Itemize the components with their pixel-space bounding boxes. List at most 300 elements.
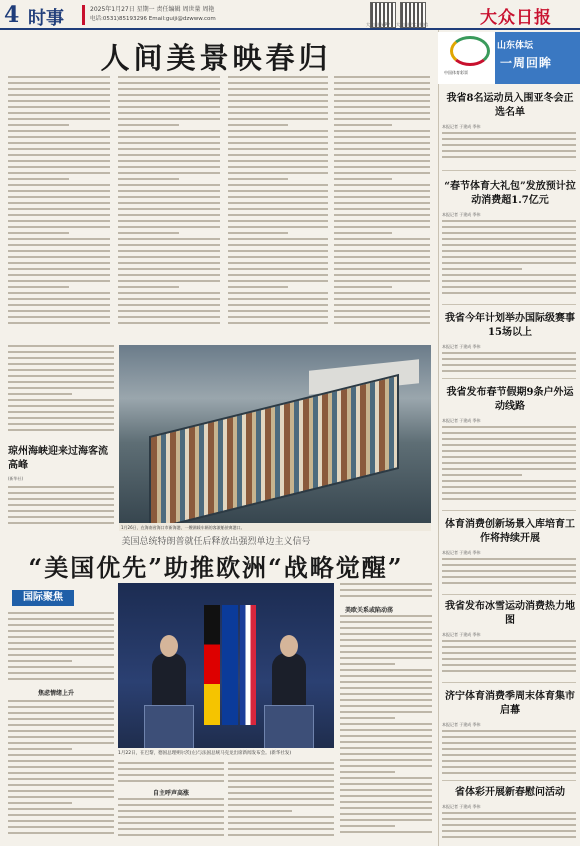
press-conference-photo [118,583,334,748]
side-story [8,445,116,482]
text-line [442,432,576,434]
text-line [8,244,110,246]
text-line [228,100,328,102]
text-line [442,652,576,654]
text-line [8,660,72,662]
text-line [334,298,430,300]
text-line [118,268,220,270]
text-line [8,214,110,216]
text-line [334,82,430,84]
sidebar-meta-6: 本报记者 于建成 季伟 [442,632,481,637]
side-story-body [8,486,114,530]
text-line [8,642,114,644]
sidebar-headline-8[interactable]: 省体彩开展新春慰问活动 [455,787,565,798]
text-line [334,244,430,246]
text-line [228,268,328,270]
section-title: 时事 [28,8,64,29]
text-line [340,747,432,749]
text-line [8,618,114,620]
text-line [228,202,328,204]
text-line [442,754,576,756]
text-line [340,735,432,737]
text-line [118,196,220,198]
text-line [228,172,328,174]
text-line [334,238,430,240]
trump-body-col-1 [8,612,114,686]
text-line [228,220,328,222]
text-line [8,375,114,377]
article-body-col-2 [118,76,220,332]
text-line [340,705,432,707]
text-line [118,816,224,818]
banner-title: 山东体坛 [497,41,534,51]
text-line [118,214,220,216]
text-line [340,669,432,671]
german-flag [204,605,220,725]
sidebar-divider [442,594,576,595]
text-line [334,262,430,264]
text-line [8,316,110,318]
text-line [334,196,430,198]
text-line [228,178,288,180]
text-line [8,94,110,96]
text-line [340,595,432,597]
international-focus-badge: 国际聚焦 [12,590,74,606]
text-line [228,804,334,806]
text-line [442,286,576,288]
text-line [442,358,576,360]
text-line [8,712,114,714]
sidebar-divider [442,780,576,781]
sidebar-body-5 [442,558,576,592]
text-line [8,672,114,674]
sidebar-headline-5[interactable]: 体育消费创新场景入库培育工作将持续开展 [445,519,575,544]
text-line [442,226,576,228]
text-line [8,826,114,828]
text-line [8,808,114,810]
text-line [340,765,432,767]
text-line [442,450,576,452]
article-body-col-5 [8,345,114,440]
text-line [442,824,576,826]
text-line [8,160,110,162]
article-body-col-3 [228,76,328,332]
text-line [8,498,114,500]
text-line [8,760,114,762]
subhead-autonomy: 自主呼声高涨 [153,790,190,797]
sidebar-divider [442,510,576,511]
text-line [118,280,220,282]
text-line [442,438,576,440]
text-line [8,369,114,371]
text-line [442,664,576,666]
text-line [442,812,576,814]
text-line [228,256,328,258]
text-line [8,166,110,168]
text-line [118,262,220,264]
text-line [340,771,395,773]
text-line [442,352,576,354]
text-line [8,298,110,300]
masthead [0,0,580,30]
text-line [442,274,576,276]
text-line [8,820,114,822]
trump-body-col-4b [340,615,432,840]
text-line [118,322,220,324]
text-line [8,612,114,614]
side-story-credit: (新华社) [8,476,24,481]
text-line [442,830,576,832]
text-line [442,144,576,146]
text-line [228,828,334,830]
trump-body-col-4 [340,583,432,601]
ferry-photo-caption: 1月26日，在海南省海口市新海港，一艘满载车辆的客滚船驶离港口。 [119,523,431,531]
text-line [8,292,110,294]
text-line [8,630,114,632]
text-line [8,172,110,174]
text-line [340,651,432,653]
text-line [8,238,110,240]
text-line [8,772,114,774]
text-line [8,393,72,395]
text-line [442,256,576,258]
text-line [442,220,576,222]
car-ferry [149,374,399,523]
text-line [340,657,432,659]
text-line [442,238,576,240]
text-line [442,364,576,366]
sidebar-meta-3: 本报记者 于建成 季伟 [442,344,481,349]
article-deck: 美国总统特朗普就任后释放出强烈单边主义信号 [121,537,311,547]
text-line [118,166,220,168]
text-line [118,810,224,812]
text-line [8,405,114,407]
text-line [8,130,110,132]
text-line [442,576,576,578]
text-line [442,370,576,372]
text-line [228,118,328,120]
text-line [8,754,114,756]
text-line [228,208,328,210]
text-line [8,486,114,488]
text-line [8,666,114,668]
text-line [8,76,110,78]
text-line [334,160,430,162]
text-line [228,310,328,312]
text-line [118,130,220,132]
text-line [334,274,430,276]
text-line [228,780,334,782]
text-line [340,633,432,635]
text-line [334,202,430,204]
text-line [8,423,114,425]
sidebar-headline-2[interactable]: “春节体育大礼包”发放预计拉动消费超1.7亿元 [444,181,576,206]
text-line [8,142,110,144]
text-line [442,474,522,476]
text-line [8,730,114,732]
text-line [118,316,220,318]
text-line [340,717,395,719]
text-line [334,148,430,150]
text-line [442,462,576,464]
text-line [228,250,328,252]
text-line [442,156,576,158]
text-line [228,274,328,276]
text-line [442,468,576,470]
text-line [334,136,430,138]
article-headline: “美国优先”助推欧洲“战略觉醒” [28,553,404,582]
text-line [228,196,328,198]
text-line [8,286,69,288]
text-line [340,681,432,683]
text-line [118,774,224,776]
text-line [334,232,392,234]
text-line [8,648,114,650]
text-line [228,768,334,770]
speaker-right-head [280,635,298,657]
text-line [340,783,432,785]
text-line [334,106,430,108]
eu-flag [222,605,238,725]
trump-body-col-2 [118,762,224,786]
text-line [118,94,220,96]
text-line [442,444,576,446]
text-line [8,280,110,282]
text-line [8,510,114,512]
text-line [118,178,179,180]
text-line [442,766,576,768]
text-line [442,564,576,566]
text-line [334,316,430,318]
text-line [8,814,114,816]
main-headline: 人间美景映春归 [100,41,332,75]
text-line [334,304,430,306]
text-line [8,381,114,383]
text-line [118,238,220,240]
text-line [118,76,220,78]
text-line [228,226,328,228]
sidebar-headline-3[interactable]: 我省今年计划举办国际级赛事15场以上 [445,313,575,338]
press-photo-caption: 1月22日，在巴黎，德国总理朔尔茨(左)与法国总统马克龙出席新闻发布会。(新华社发) [118,751,292,756]
text-line [340,801,432,803]
text-line [228,262,328,264]
text-line [118,82,220,84]
text-line [8,190,110,192]
text-line [228,316,328,318]
text-line [442,730,576,732]
text-line [118,304,220,306]
text-line [442,138,576,140]
text-line [8,504,114,506]
date-line: 2025年1月27日 星期一 责任编辑 周世量 周艳 [90,6,215,13]
text-line [8,790,114,792]
text-line [334,124,392,126]
sidebar-headline-6[interactable]: 我省发布冰雪运动消费热力地图 [445,601,575,626]
text-line [442,232,576,234]
text-line [340,645,432,647]
text-line [8,778,114,780]
text-line [8,262,110,264]
text-line [334,226,430,228]
text-line [8,748,72,750]
text-line [442,646,576,648]
text-line [228,214,328,216]
text-line [228,166,328,168]
text-line [118,232,179,234]
article-body-col-1 [8,76,110,332]
text-line [334,292,430,294]
text-line [442,292,576,294]
text-line [8,148,110,150]
text-line [442,570,576,572]
text-line [8,202,110,204]
text-line [228,762,334,764]
text-line [8,706,114,708]
text-line [442,670,576,672]
text-line [8,226,110,228]
text-line [118,226,220,228]
text-line [334,142,430,144]
text-line [8,256,110,258]
banner-subtitle: 一周回眸 [500,56,553,70]
sidebar-headline-1[interactable]: 我省8名运动员入围亚冬会正选名单 [446,93,574,118]
text-line [118,798,224,800]
sidebar-meta-7: 本报记者 于建成 季伟 [442,722,481,727]
text-line [340,639,432,641]
text-line [118,118,220,120]
text-line [228,112,328,114]
text-line [340,589,432,591]
text-line [340,583,432,585]
text-line [118,112,220,114]
sidebar-meta-1: 本报记者 于建成 季伟 [442,124,481,129]
text-line [8,322,110,324]
text-line [228,154,328,156]
text-line [8,154,110,156]
text-line [340,807,432,809]
text-line [442,280,576,282]
side-story-title: 琼州海峡迎来过海客流高峰 [8,446,108,471]
text-line [340,825,395,827]
text-line [340,777,432,779]
text-line [8,82,110,84]
text-line [8,310,110,312]
sidebar-body-8 [442,812,576,842]
text-line [340,831,432,833]
text-line [8,522,114,524]
text-line [340,711,432,713]
text-line [8,100,110,102]
sidebar-body-7 [442,730,576,778]
text-line [334,166,430,168]
text-line [340,789,432,791]
text-line [442,244,576,246]
text-line [8,274,110,276]
text-line [334,280,430,282]
text-line [334,286,392,288]
text-line [340,621,432,623]
text-line [340,753,432,755]
text-line [8,88,110,90]
text-line [8,178,69,180]
text-line [118,184,220,186]
text-line [228,106,328,108]
text-line [228,816,334,818]
text-line [228,184,328,186]
sidebar-body-6 [442,640,576,680]
text-line [442,658,576,660]
text-line [8,363,114,365]
text-line [228,160,328,162]
sidebar-headline-7[interactable]: 济宁体育消费季周末体育集市启幕 [445,691,575,716]
text-line [8,796,114,798]
text-line [8,345,114,347]
text-line [442,742,576,744]
text-line [8,736,114,738]
text-line [340,819,432,821]
text-line [228,822,334,824]
text-line [228,232,288,234]
qr-label-wechat: 大众日报官方微信 [396,22,428,27]
lottery-logo-icon [450,36,490,66]
text-line [8,718,114,720]
speaker-left-head [160,635,178,657]
text-line [228,292,328,294]
text-line [340,615,432,617]
text-line [228,810,292,812]
text-line [8,220,110,222]
sidebar-divider [442,682,576,683]
text-line [228,298,328,300]
text-line [228,322,328,324]
text-line [442,480,576,482]
text-line [8,724,114,726]
text-line [118,310,220,312]
text-line [118,804,224,806]
sidebar-body-1 [442,132,576,166]
sidebar-headline-4[interactable]: 我省发布春节假期9条户外运动线路 [446,387,574,412]
text-line [442,836,576,838]
text-line [228,304,328,306]
text-line [8,417,114,419]
text-line [442,268,522,270]
text-line [442,250,576,252]
text-line [8,112,110,114]
text-line [340,723,432,725]
subhead-turbulence: 美欧关系或陷动荡 [345,607,394,614]
text-line [442,262,576,264]
sidebar-body-4 [442,426,576,508]
text-line [228,82,328,84]
text-line [8,184,110,186]
text-line [334,154,430,156]
trump-body-col-2b [118,798,224,840]
text-line [442,736,576,738]
text-line [8,136,110,138]
text-line [334,250,430,252]
text-line [8,304,110,306]
text-line [228,792,334,794]
text-line [442,492,576,494]
text-line [118,286,179,288]
text-line [228,798,334,800]
text-line [442,772,576,774]
text-line [340,759,432,761]
text-line [334,190,430,192]
text-line [228,130,328,132]
text-line [8,411,114,413]
text-line [8,118,110,120]
